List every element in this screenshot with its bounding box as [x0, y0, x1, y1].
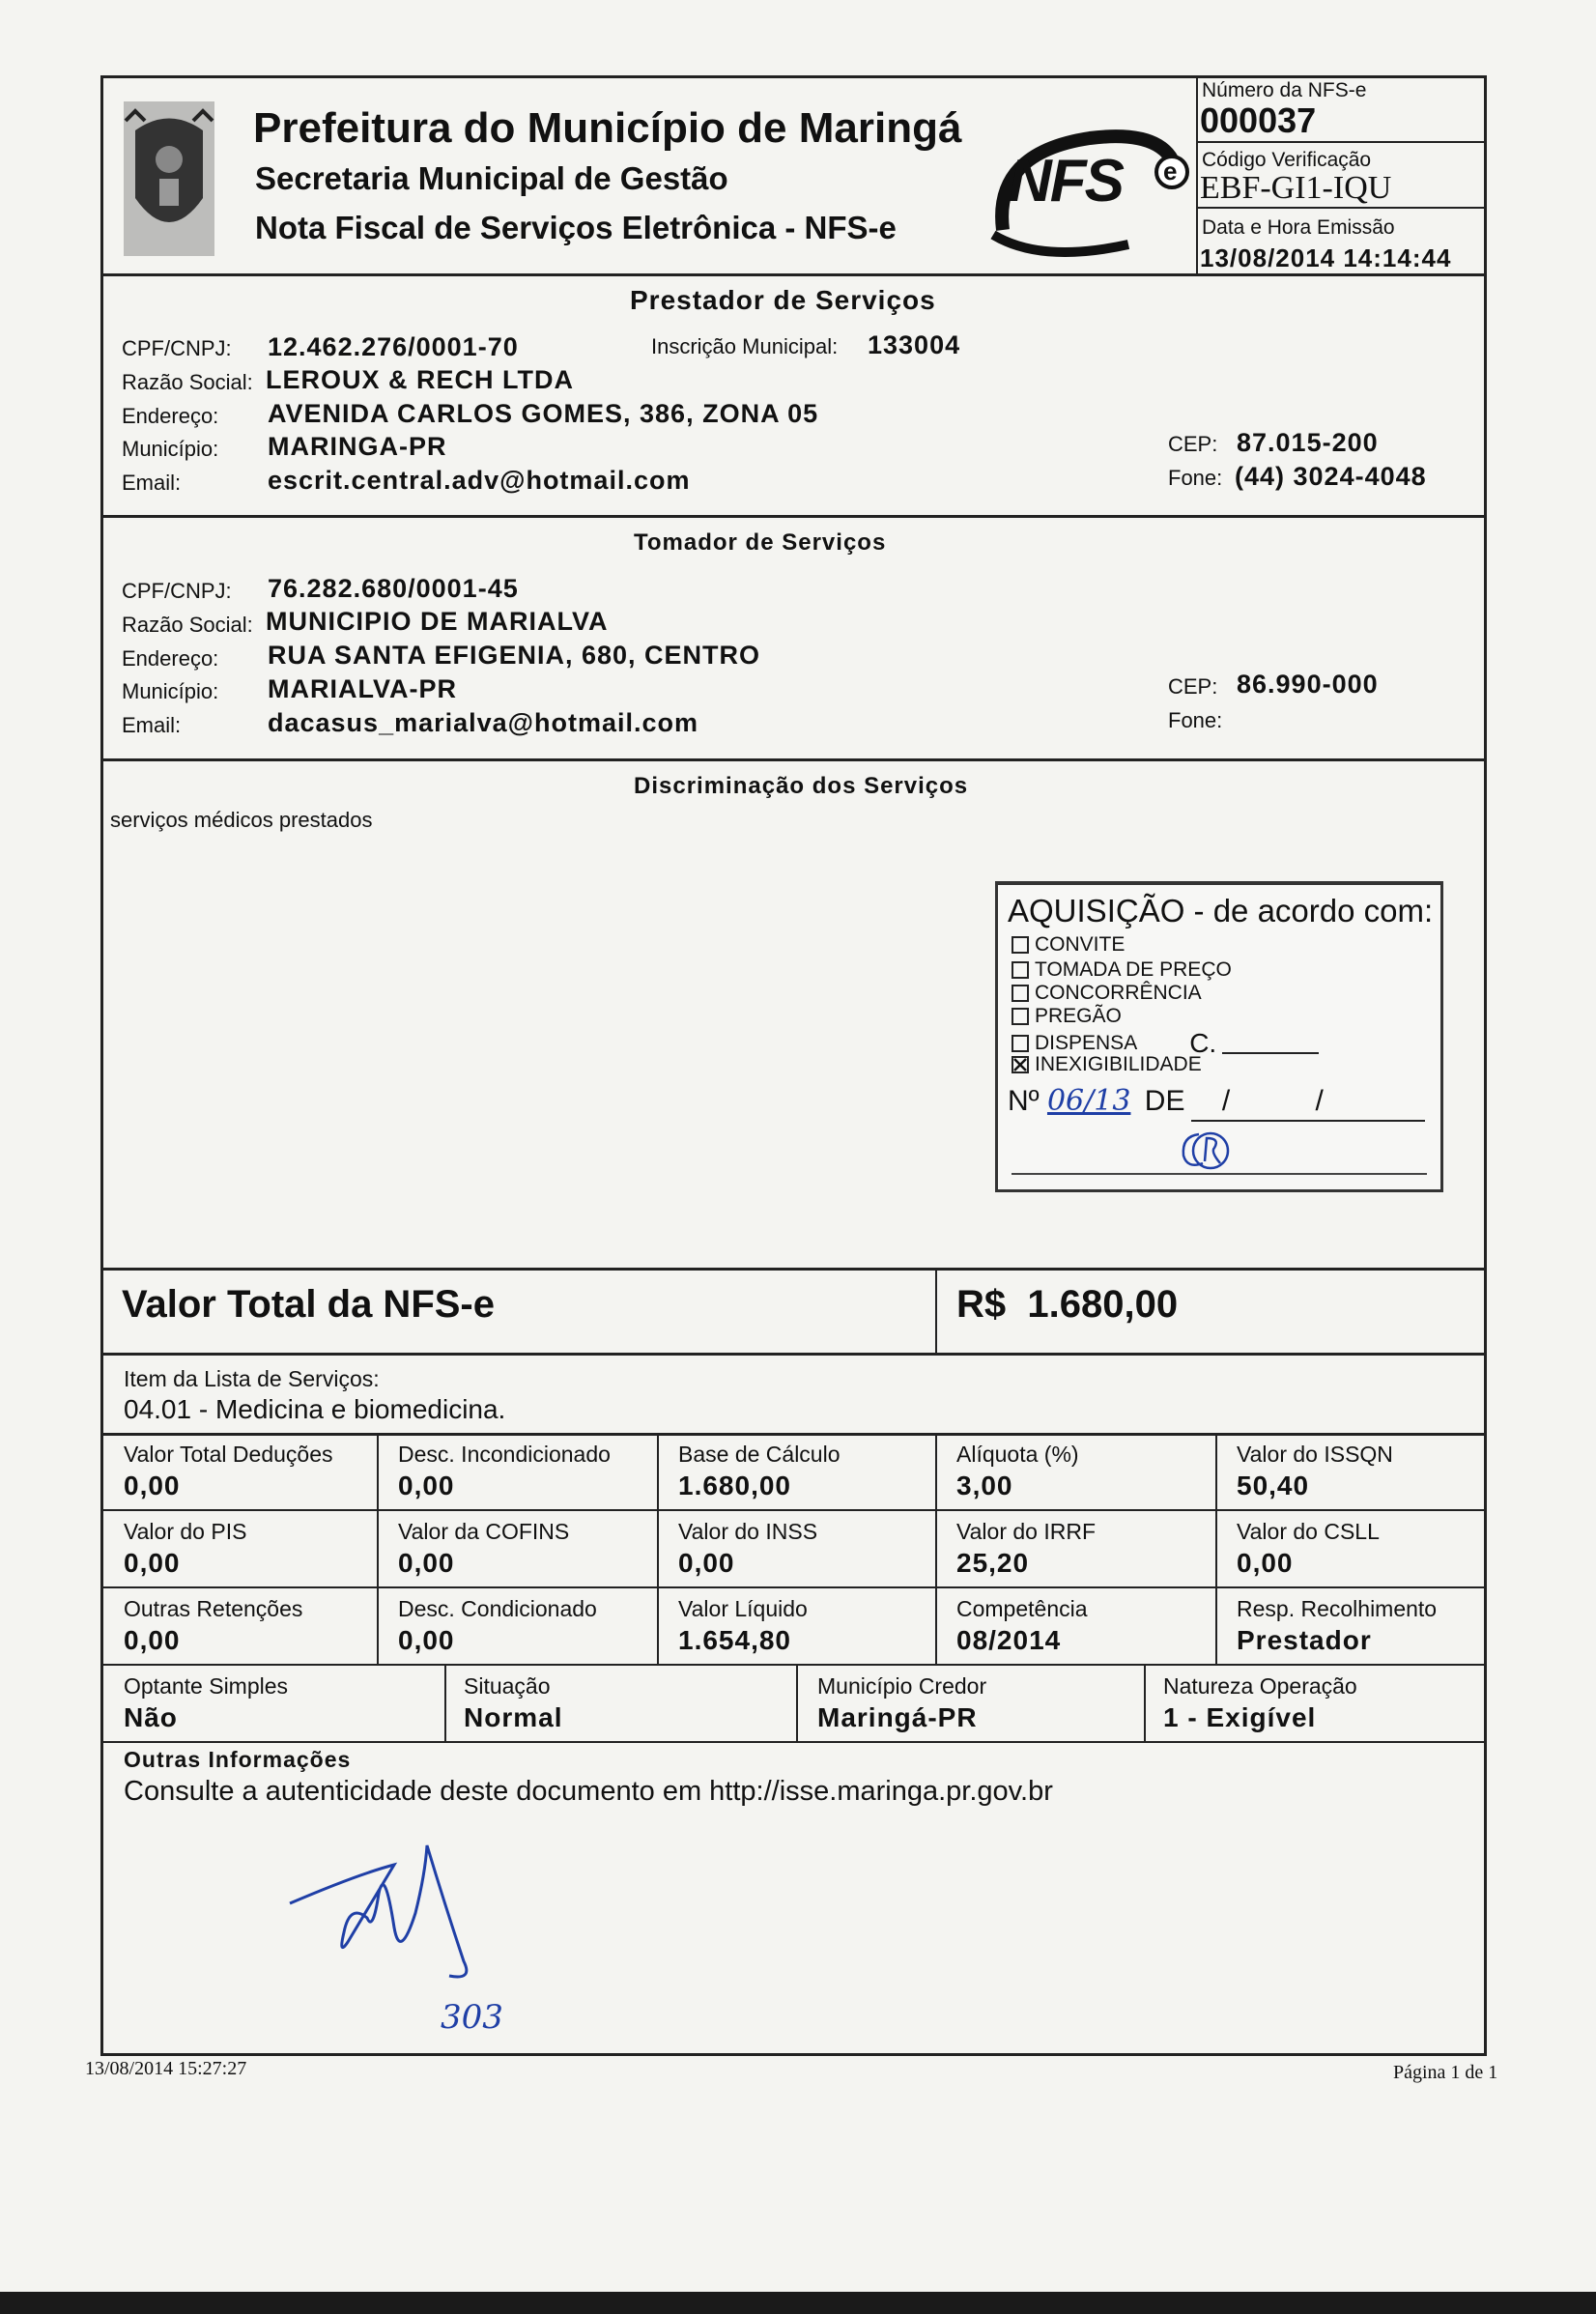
inscricao-value: 133004: [868, 330, 961, 359]
numero-nfse-value: 000037: [1200, 100, 1317, 140]
grid-value: 0,00: [398, 1471, 455, 1500]
tomador-cep-value: 86.990-000: [1237, 670, 1379, 699]
grid-label: Valor Líquido: [678, 1596, 808, 1621]
grid-col-divider: [935, 1433, 937, 1664]
prestador-cpf-label: CPF/CNPJ:: [122, 336, 232, 360]
stamp-numero-row: [1008, 1084, 1362, 1118]
scan-edge-bottom: [0, 2292, 1596, 2314]
grid-col-divider: [1144, 1664, 1146, 1741]
prestador-cep-label: CEP:: [1168, 432, 1218, 456]
grid-value: Prestador: [1237, 1625, 1372, 1655]
grid-value: 0,00: [1237, 1548, 1294, 1578]
stamp-c-label: C.: [1189, 1028, 1217, 1058]
footer-timestamp: 13/08/2014 15:27:27: [85, 2058, 247, 2079]
divider: [100, 1268, 1487, 1271]
grid-label: Base de Cálculo: [678, 1442, 841, 1467]
outras-text: Consulte a autenticidade deste documento em http://isse.maringa.pr.gov.br: [124, 1776, 1053, 1807]
grid-divider: [100, 1741, 1487, 1743]
stamp-initials: [1172, 1127, 1240, 1180]
grid2-value: Maringá-PR: [817, 1702, 978, 1732]
grid2-value: 1 - Exigível: [1163, 1702, 1317, 1732]
org-title: Prefeitura do Município de Maringá: [253, 104, 962, 152]
grid-label: Outras Retenções: [124, 1596, 303, 1621]
total-label: Valor Total da NFS-e: [122, 1283, 495, 1326]
stamp-numero-label: Nº: [1008, 1085, 1040, 1117]
item-lista-label: Item da Lista de Serviços:: [124, 1366, 380, 1391]
nfse-logo: [983, 114, 1196, 269]
checkbox-icon: [1012, 961, 1029, 979]
grid2-value: Não: [124, 1702, 178, 1732]
grid-label: Valor do ISSQN: [1237, 1442, 1393, 1467]
grid-col-divider: [657, 1433, 659, 1664]
grid-col-divider: [796, 1664, 798, 1741]
numero-nfse-label: Número da NFS-e: [1202, 79, 1367, 101]
prestador-municipio-value: MARINGA-PR: [268, 432, 447, 461]
handwritten-number: 303: [441, 1998, 503, 2037]
checkbox-icon: [1012, 1008, 1029, 1025]
divider: [100, 1433, 1487, 1436]
divider: [1196, 141, 1486, 143]
tomador-cpf-value: 76.282.680/0001-45: [268, 574, 519, 603]
tomador-cep-label: CEP:: [1168, 674, 1218, 699]
grid-value: 0,00: [124, 1548, 181, 1578]
grid2-label: Município Credor: [817, 1673, 987, 1699]
stamp-date-line: [1191, 1120, 1425, 1122]
stamp-signature-line: [1012, 1173, 1427, 1175]
prestador-email-value: escrit.central.adv@hotmail.com: [268, 466, 691, 495]
codigo-verificacao-value: EBF-GI1-IQU: [1200, 170, 1392, 206]
checkbox-icon: [1012, 985, 1029, 1002]
grid-value: 0,00: [124, 1625, 181, 1655]
outras-title: Outras Informações: [124, 1747, 352, 1772]
grid-col-divider: [444, 1664, 446, 1741]
stamp-option-label: CONVITE: [1035, 933, 1126, 956]
aquisicao-stamp: [995, 881, 1443, 1192]
tomador-title: Tomador de Serviços: [634, 529, 887, 556]
grid-value: 08/2014: [956, 1625, 1062, 1655]
stamp-option-inexigibilidade: [1012, 1053, 1202, 1076]
prestador-endereco-label: Endereço:: [122, 404, 219, 428]
tomador-fone-label: Fone:: [1168, 708, 1223, 732]
divider: [100, 758, 1487, 761]
grid-label: Valor do CSLL: [1237, 1519, 1380, 1544]
total-divider: [935, 1268, 937, 1355]
data-emissao-value: 13/08/2014 14:14:44: [1200, 243, 1452, 272]
tomador-municipio-label: Município:: [122, 679, 219, 703]
data-emissao-label: Data e Hora Emissão: [1202, 216, 1395, 239]
discriminacao-text: serviços médicos prestados: [110, 808, 373, 832]
stamp-option-pregao: [1012, 1005, 1122, 1028]
prestador-fone-value: (44) 3024-4048: [1235, 462, 1427, 491]
grid2-label: Natureza Operação: [1163, 1673, 1357, 1699]
prestador-endereco-value: AVENIDA CARLOS GOMES, 386, ZONA 05: [268, 399, 819, 428]
grid2-label: Situação: [464, 1673, 551, 1699]
tomador-endereco-label: Endereço:: [122, 646, 219, 671]
prestador-fone-label: Fone:: [1168, 466, 1223, 490]
prestador-razao-value: LEROUX & RECH LTDA: [266, 365, 574, 394]
tomador-email-value: dacasus_marialva@hotmail.com: [268, 708, 699, 737]
grid-value: 50,40: [1237, 1471, 1310, 1500]
grid-label: Competência: [956, 1596, 1088, 1621]
grid-value: 0,00: [398, 1625, 455, 1655]
grid-label: Valor do PIS: [124, 1519, 247, 1544]
prestador-cep-value: 87.015-200: [1237, 428, 1379, 457]
stamp-de-label: DE: [1144, 1085, 1185, 1117]
stamp-date-slashes: / /: [1221, 1085, 1362, 1117]
divider: [100, 273, 1487, 276]
prestador-municipio-label: Município:: [122, 437, 219, 461]
grid-value: 1.654,80: [678, 1625, 791, 1655]
footer-page: Página 1 de 1: [1393, 2062, 1498, 2083]
stamp-option-convite: [1012, 933, 1125, 957]
divider: [100, 515, 1487, 518]
stamp-title: AQUISIÇÃO - de acordo com:: [1008, 893, 1434, 928]
item-lista-value: 04.01 - Medicina e biomedicina.: [124, 1394, 506, 1424]
stamp-option-tomada: [1012, 958, 1232, 982]
grid-value: 0,00: [678, 1548, 735, 1578]
grid-label: Valor do INSS: [678, 1519, 818, 1544]
grid-value: 0,00: [124, 1471, 181, 1500]
grid-divider: [100, 1509, 1487, 1511]
doc-title: Nota Fiscal de Serviços Eletrônica - NFS-e: [255, 210, 897, 245]
inscricao-label: Inscrição Municipal:: [651, 334, 839, 358]
stamp-option-label: TOMADA DE PREÇO: [1035, 958, 1232, 981]
grid-label: Desc. Condicionado: [398, 1596, 597, 1621]
tomador-razao-label: Razão Social:: [122, 613, 253, 637]
grid-value: 3,00: [956, 1471, 1013, 1500]
stamp-option-concorrencia: [1012, 982, 1202, 1005]
org-subtitle: Secretaria Municipal de Gestão: [255, 160, 728, 196]
stamp-option-label: INEXIGIBILIDADE: [1035, 1053, 1202, 1075]
total-value: R$ 1.680,00: [956, 1283, 1179, 1326]
tomador-email-label: Email:: [122, 713, 182, 737]
checkbox-icon: [1012, 1035, 1029, 1052]
grid-value: 1.680,00: [678, 1471, 791, 1500]
city-coat-of-arms-icon: [116, 92, 222, 266]
discriminacao-title: Discriminação dos Serviços: [634, 773, 969, 799]
prestador-email-label: Email:: [122, 471, 182, 495]
grid-col-divider: [377, 1433, 379, 1664]
stamp-numero-value: 06/13: [1046, 1084, 1131, 1118]
grid-divider: [100, 1586, 1487, 1588]
prestador-cpf-value: 12.462.276/0001-70: [268, 332, 519, 361]
grid-label: Valor Total Deduções: [124, 1442, 333, 1467]
grid2-value: Normal: [464, 1702, 563, 1732]
tomador-razao-value: MUNICIPIO DE MARIALVA: [266, 607, 609, 636]
divider: [100, 1353, 1487, 1356]
header-box-border: [1196, 75, 1198, 273]
grid-label: Desc. Incondicionado: [398, 1442, 611, 1467]
stamp-c-blank: [1222, 1033, 1319, 1054]
signature-icon: [280, 1836, 531, 2058]
stamp-option-label: PREGÃO: [1035, 1005, 1122, 1027]
grid-col-divider: [1215, 1433, 1217, 1664]
tomador-endereco-value: RUA SANTA EFIGENIA, 680, CENTRO: [268, 641, 761, 670]
checked-box-icon: [1012, 1056, 1029, 1073]
tomador-cpf-label: CPF/CNPJ:: [122, 579, 232, 603]
checkbox-icon: [1012, 936, 1029, 954]
grid-label: Alíquota (%): [956, 1442, 1079, 1467]
stamp-option-label: CONCORRÊNCIA: [1035, 982, 1202, 1004]
divider: [1196, 207, 1486, 209]
nfse-logo-badge: e: [1163, 157, 1178, 186]
grid-value: 25,20: [956, 1548, 1030, 1578]
grid-label: Valor da COFINS: [398, 1519, 570, 1544]
grid-value: 0,00: [398, 1548, 455, 1578]
grid2-label: Optante Simples: [124, 1673, 289, 1699]
prestador-title: Prestador de Serviços: [630, 285, 936, 315]
nfse-logo-text: NFS: [1009, 148, 1123, 214]
prestador-razao-label: Razão Social:: [122, 370, 253, 394]
grid-divider: [100, 1664, 1487, 1666]
grid-label: Valor do IRRF: [956, 1519, 1097, 1544]
tomador-municipio-value: MARIALVA-PR: [268, 674, 457, 703]
codigo-verificacao-label: Código Verificação: [1202, 149, 1372, 171]
grid-label: Resp. Recolhimento: [1237, 1596, 1438, 1621]
stamp-option-label: DISPENSA: [1035, 1032, 1138, 1054]
